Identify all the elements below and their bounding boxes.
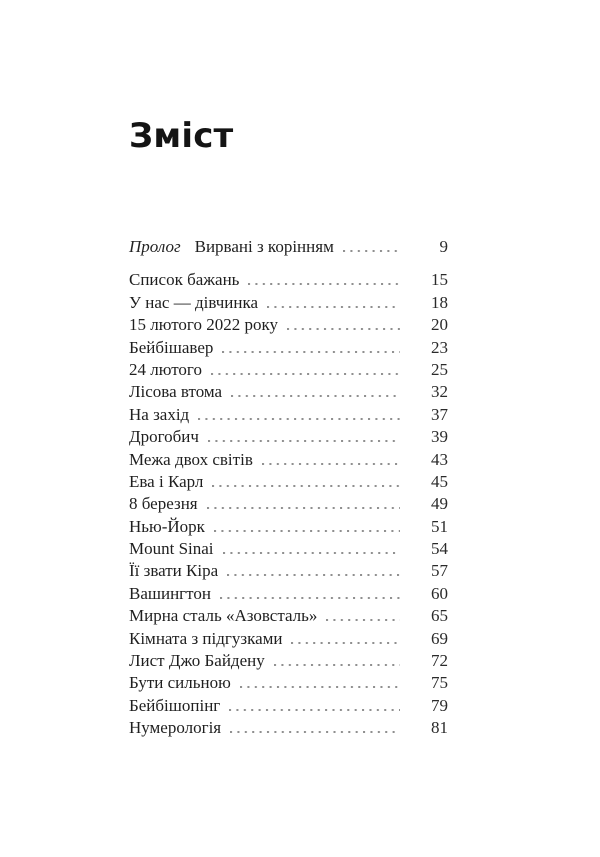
toc-entry-row [129,560,448,582]
toc-entry-row [129,292,448,314]
page-number: 20 [431,315,448,335]
dotted-leader [343,250,400,252]
entry-title: Ева і Карл [129,471,204,491]
toc-entry-prologue [129,236,448,258]
entry-title: Бути сильною [129,673,231,693]
toc-list [129,236,448,740]
page-number: 25 [431,359,448,379]
page-number: 39 [431,427,448,447]
dotted-leader [214,530,400,532]
dotted-leader [208,440,400,442]
dotted-leader [262,463,400,465]
dotted-leader [229,709,400,711]
entry-title: Бейбішопінг [129,695,221,715]
page-number: 69 [431,628,448,648]
toc-entry-row [129,426,448,448]
page-number: 79 [431,695,448,715]
toc-entry-row [129,717,448,739]
entry-title: Mount Sinai [129,539,214,559]
page-number: 65 [431,606,448,626]
dotted-leader [274,664,400,666]
toc-entry-row [129,650,448,672]
entry-title: 15 лютого 2022 року [129,315,278,335]
entry-title: Мирна сталь «Азовсталь» [129,606,318,626]
page-number: 15 [431,270,448,290]
dotted-leader [231,395,400,397]
page-number: 43 [431,449,448,469]
entry-title: Список бажань [129,270,240,290]
toc-entries [129,269,448,739]
dotted-leader [248,283,400,285]
toc-entry-row [129,471,448,493]
entry-title: Вашингтон [129,583,211,603]
toc-entry-row [129,605,448,627]
toc-entry-row [129,583,448,605]
dotted-leader [227,574,400,576]
page-number: 49 [431,494,448,514]
toc-entry-row [129,269,448,291]
dotted-leader [212,485,400,487]
toc-entry-row [129,314,448,336]
page-number: 32 [431,382,448,402]
toc-entry-row [129,449,448,471]
dotted-leader [222,351,400,353]
toc-entry-row [129,695,448,717]
page-number: 72 [431,651,448,671]
entry-title: Нумерологія [129,718,222,738]
toc-entry-row [129,672,448,694]
page-number: 57 [431,561,448,581]
entry-title: Вирвані з корінням [194,237,334,256]
entry-title: Бейбішавер [129,337,214,357]
toc-entry-row [129,381,448,403]
page-number: 60 [431,583,448,603]
page-number: 9 [439,237,448,256]
page-number: 45 [431,471,448,491]
dotted-leader [207,507,400,509]
toc-entry-row [129,538,448,560]
page-number: 51 [431,516,448,536]
toc-entry-row [129,337,448,359]
toc-entry-row [129,628,448,650]
page-number: 54 [431,539,448,559]
toc-entry-row [129,493,448,515]
entry-title: Лист Джо Байдену [129,651,265,671]
entry-title: Кімната з підгузками [129,628,283,648]
toc-entry-row [129,404,448,426]
dotted-leader [230,731,400,733]
page-number: 37 [431,404,448,424]
entry-title: Лісова втома [129,382,223,402]
entry-title: Її звати Кіра [129,561,219,581]
dotted-leader [211,373,400,375]
entry-title: Межа двох світів [129,449,253,469]
dotted-leader [240,686,400,688]
dotted-leader [287,328,400,330]
page-number: 23 [431,337,448,357]
dotted-leader [198,418,400,420]
dotted-leader [267,306,400,308]
dotted-leader [220,597,400,599]
prologue-label: Пролог [129,237,181,256]
entry-title: На захід [129,404,190,424]
entry-title: У нас — дівчинка [129,292,259,312]
dotted-leader [291,642,400,644]
entry-title: 8 березня [129,494,198,514]
page-number: 81 [431,718,448,738]
entry-title: 24 лютого [129,359,202,379]
page-number: 18 [431,292,448,312]
dotted-leader [326,619,400,621]
page-number: 75 [431,673,448,693]
dotted-leader [223,552,400,554]
entry-title: Нью-Йорк [129,516,205,536]
page-title: Зміст [129,116,234,156]
toc-entry-row [129,359,448,381]
toc-entry-row [129,516,448,538]
entry-title: Дрогобич [129,427,199,447]
